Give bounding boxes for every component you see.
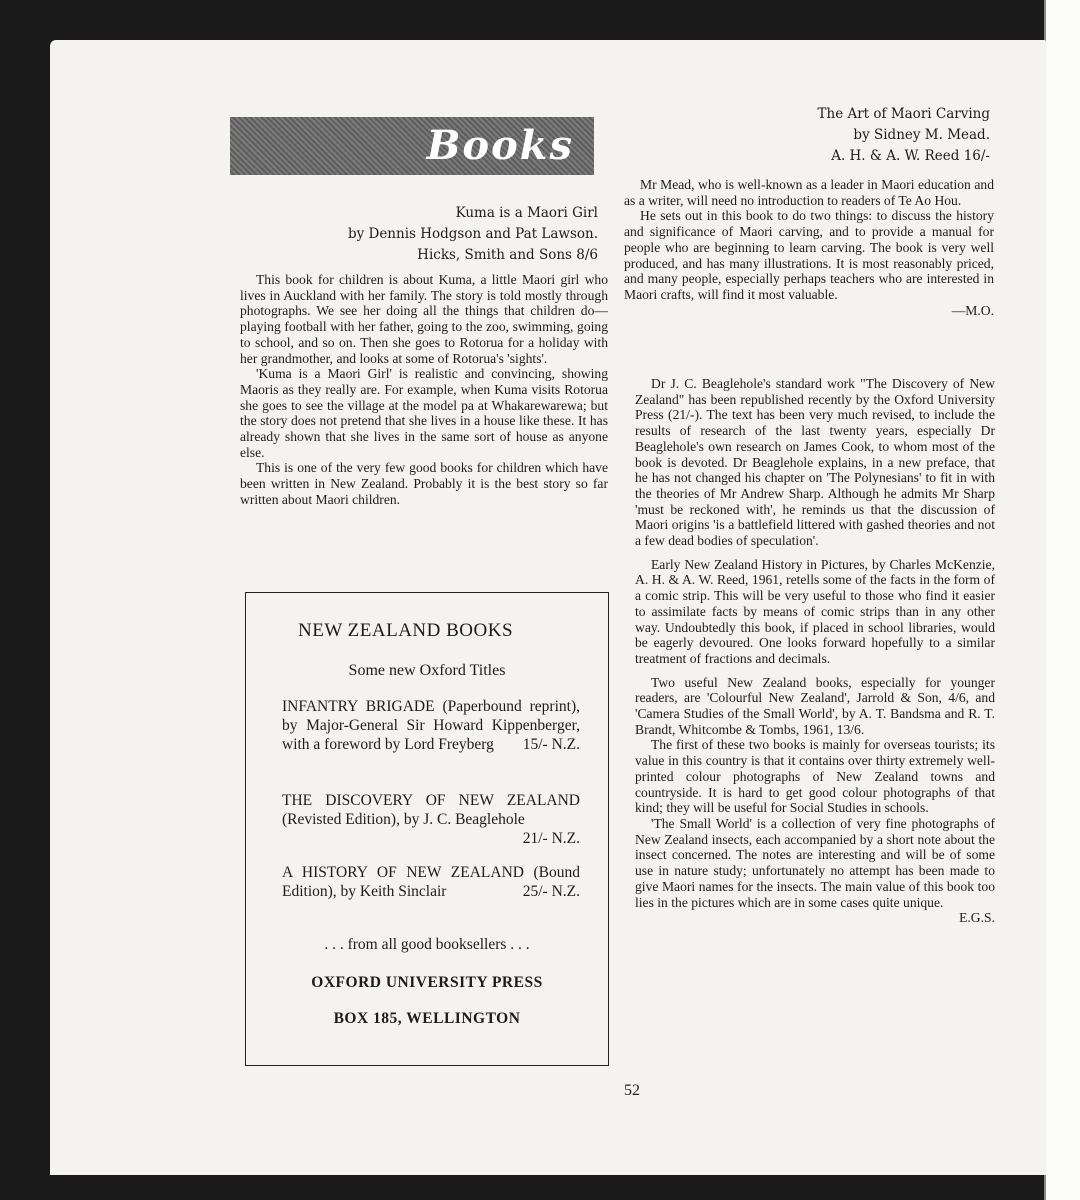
review1-paragraph: This is one of the very few good books for children which have been written in New Zealand. Probably it is the best story so far written about Maori children.	[240, 460, 608, 507]
review2-title: The Art of Maori Carving	[817, 106, 990, 122]
books-banner	[230, 117, 594, 175]
advert-entry	[282, 863, 580, 901]
review1-body	[240, 272, 608, 508]
magazine-page	[50, 40, 1046, 1175]
advert-title: NEW ZEALAND BOOKS	[298, 620, 514, 641]
review2-publisher: A. H. & A. W. Reed 16/-	[831, 148, 990, 164]
review2-header	[650, 104, 990, 167]
review3-paragraph: The first of these two books is mainly for overseas tourists; its value in this country is that it contains over thirty extremely well-printed colour photographs of New Zealand towns and countryside. It is hard to get good colour photographs of that kind; they will be useful for Social Studies in schools.	[635, 737, 995, 816]
review1-title: Kuma is a Maori Girl	[455, 205, 598, 221]
advert-address: BOX 185, WELLINGTON	[333, 1010, 521, 1027]
review1-paragraph: This book for children is about Kuma, a little Maori girl who lives in Auckland with her family. The story is told mostly through photographs. We see her doing all the things that children do—playing football with her father, going to the zoo, swimming, going to school, and so on. Then she goes to Rotorua for a holiday with her grandmother, and looks at some of Rotorua's 'sights'.	[240, 272, 608, 366]
review1-authors: by Dennis Hodgson and Pat Lawson.	[347, 226, 598, 242]
review3-body	[635, 376, 995, 926]
review3-paragraph: Early New Zealand History in Pictures, by Charles McKenzie, A. H. & A. W. Reed, 1961, retells some of the facts in the form of a comic strip. This will be very useful to those who find it easier to assimilate facts by means of comic strips than in any other way. Undoubtedly this book, if placed in school libraries, would be eagerly devoured. One looks forward hopefully to a similar treatment of fractions and decimals.	[635, 556, 995, 666]
advert-entry-price: 15/- N.Z.	[522, 736, 580, 753]
advert-tagline: . . . from all good booksellers . . .	[324, 936, 530, 953]
advert-entry	[282, 697, 580, 754]
advert-entry-price: 25/- N.Z.	[522, 883, 580, 900]
advert-entry-text: THE DISCOVERY OF NEW ZEALAND (Revisted Edition), by J. C. Beaglehole	[282, 792, 580, 828]
review1-publisher: Hicks, Smith and Sons 8/6	[417, 247, 598, 263]
advert-entry-text: A HISTORY OF NEW ZEALAND (Bound Edition), by Keith Sinclair	[282, 864, 580, 900]
page-number: 52	[624, 1082, 640, 1099]
page-edge	[1044, 0, 1080, 1200]
oxford-advert	[245, 592, 609, 1066]
review2-body	[624, 177, 994, 318]
review2-paragraph: He sets out in this book to do two things: to discuss the history and significance of Maori carving, and to provide a manual for people who are beginning to learn carving. The book is very well produced, and has many illustrations. It is most reasonably priced, and many people, especially perhaps teachers who are interested in Maori crafts, will find it most valuable.	[624, 208, 994, 302]
advert-entry-price: 21/- N.Z.	[522, 830, 580, 847]
review2-signature: —M.O.	[951, 302, 994, 318]
review1-header	[250, 203, 598, 266]
advert-entry-text: INFANTRY BRIGADE (Paperbound reprint), by Major-General Sir Howard Kippenberger, with a foreword by Lord Freyberg	[282, 698, 580, 753]
review3-signature: E.G.S.	[959, 910, 995, 926]
review2-authors: by Sidney M. Mead.	[853, 127, 990, 143]
advert-subtitle: Some new Oxford Titles	[348, 662, 506, 679]
review2-paragraph: Mr Mead, who is well-known as a leader in Maori education and as a writer, will need no introduction to readers of Te Ao Hou.	[624, 177, 994, 208]
advert-publisher: OXFORD UNIVERSITY PRESS	[311, 974, 543, 991]
review1-paragraph: 'Kuma is a Maori Girl' is realistic and convincing, showing Maoris as they really are. For example, when Kuma visits Rotorua she goes to see the village at the model pa at Whakarewarewa; but the story does not pretend that she lives in a house like these. It has already shown that she lives in the same sort of house as anyone else.	[240, 366, 608, 460]
review3-paragraph: 'The Small World' is a collection of very fine photographs of New Zealand insects, each accompanied by a short note about the insect concerned. The notes are interesting and will be of some use in nature study; unfortunately no attempt has been made to give Maori names for the insects. The main value of this book too lies in the pictures which are in some cases quite unique.	[635, 815, 995, 910]
banner-title: Books	[426, 122, 574, 169]
advert-entry	[282, 791, 580, 848]
review3-paragraph: Dr J. C. Beaglehole's standard work "The Discovery of New Zealand" has been republished recently by the Oxford University Press (21/-). The text has been very much revised, to include the results of research of the last twenty years, especially Dr Beaglehole's own research on James Cook, to whom most of the book is devoted. Dr Beaglehole explains, in a new preface, that he has not changed his chapter on 'The Polynesians' to fit in with the theories of Mr Andrew Sharp. Although he admits Mr Sharp 'must be reckoned with', he reminds us that the discussion of Maori origins 'is a battlefield littered with gashed theories and not a few dead bodies of speculation'.	[635, 376, 995, 549]
review3-paragraph: Two useful New Zealand books, especially for younger readers, are 'Colourful New Zealand', Jarrold & Son, 4/6, and 'Camera Studies of the Small World', by A. T. Bandsma and R. T. Brandt, Whitcombe & Tombs, 1961, 13/6.	[635, 674, 995, 737]
